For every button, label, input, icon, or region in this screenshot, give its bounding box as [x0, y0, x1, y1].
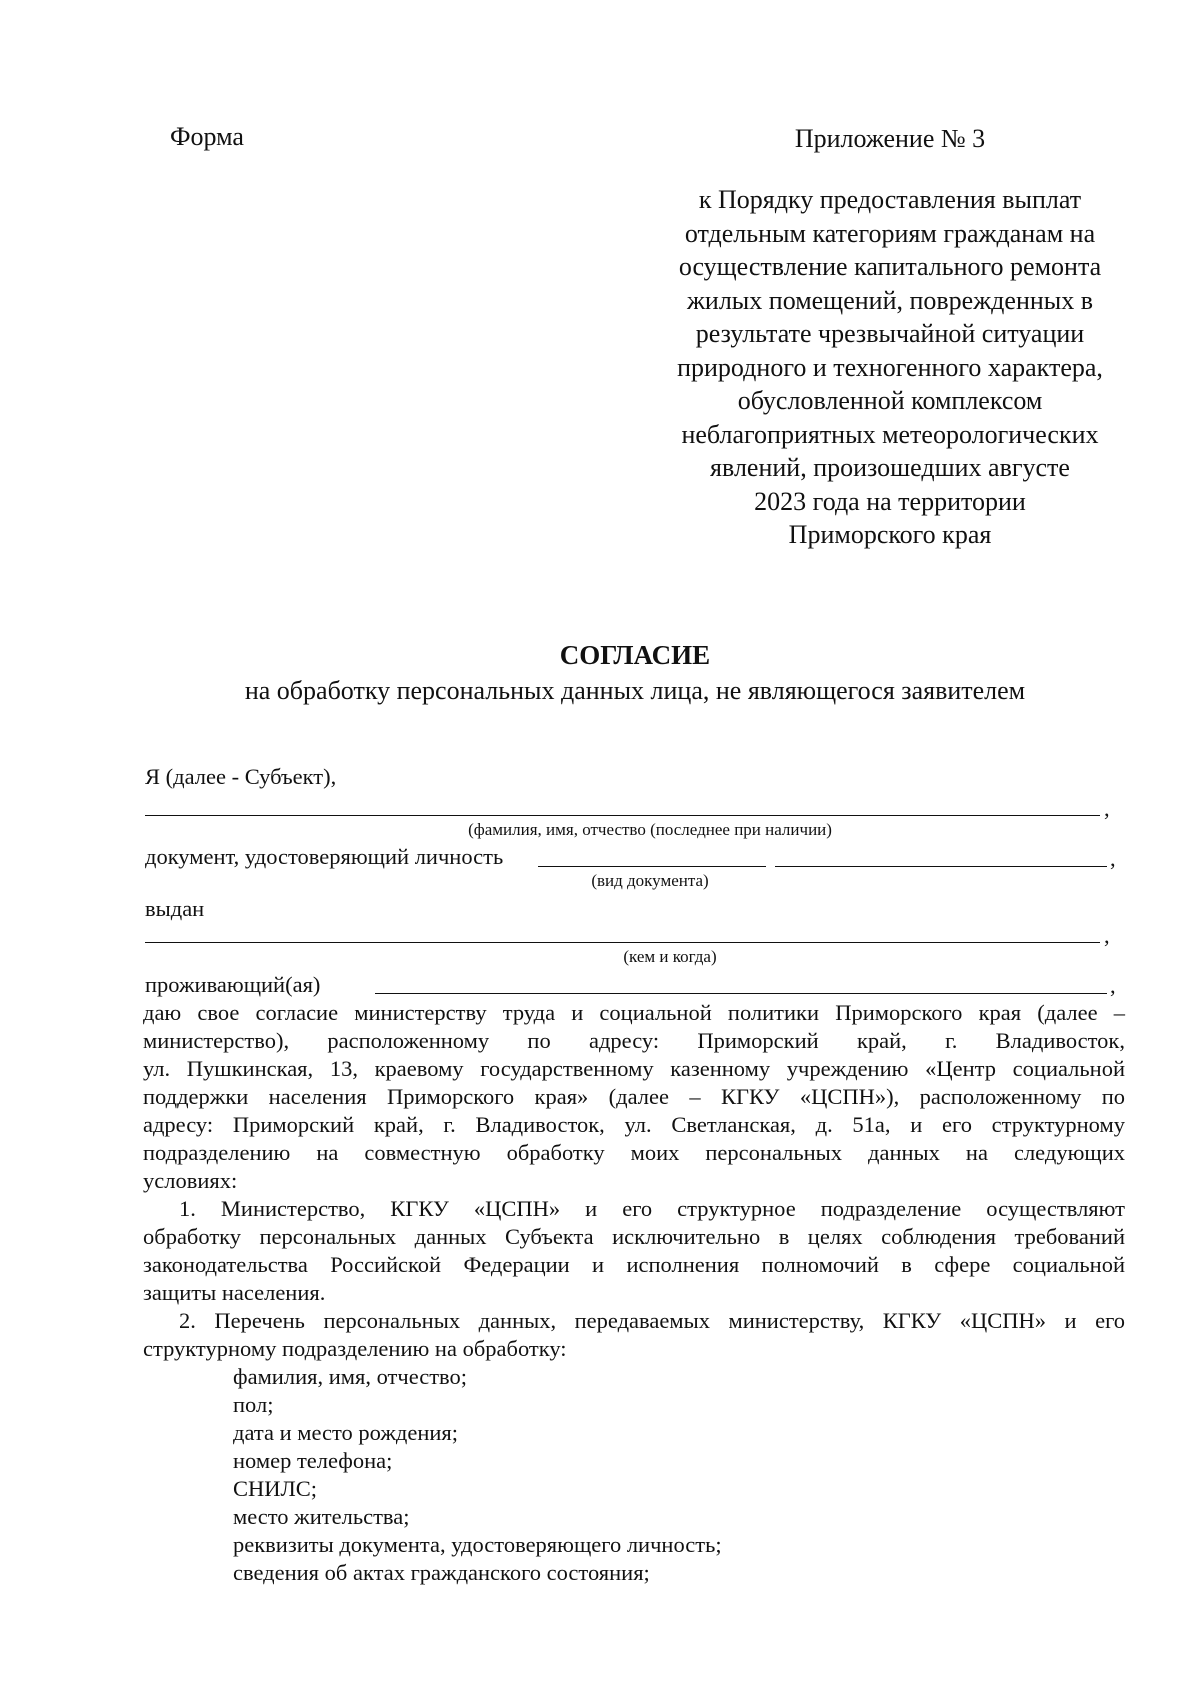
id-document-type-line[interactable]: [538, 866, 766, 867]
issued-field-comma: ,: [1104, 923, 1110, 948]
id-document-number-line[interactable]: [775, 866, 1107, 867]
appendix-label: Приложение № 3: [794, 124, 986, 153]
consent-line: ул. Пушкинская, 13, краевому государственному казенному учреждению «Центр социальной: [143, 1056, 1125, 1081]
issued-label: выдан: [145, 896, 205, 921]
list-item: сведения об актах гражданского состояния;: [233, 1560, 650, 1585]
appendix-line: жилых помещений, поврежденных в: [686, 285, 1094, 315]
form-label: Форма: [170, 122, 244, 151]
consent-line: поддержки населения Приморского края» (далее – КГКУ «ЦСПН»), расположенному по: [143, 1084, 1125, 1109]
clause-1-line: защиты населения.: [143, 1280, 326, 1305]
consent-line: подразделению на совместную обработку моих персональных данных на следующих: [143, 1140, 1125, 1165]
consent-line: даю свое согласие министерству труда и социальной политики Приморского края (далее –: [143, 1000, 1125, 1025]
clause-1-line: законодательства Российской Федерации и исполнения полномочий в сфере социальной: [143, 1252, 1125, 1277]
list-item: дата и место рождения;: [233, 1420, 459, 1445]
name-field-line[interactable]: [145, 815, 1100, 816]
clause-2-line: структурному подразделению на обработку:: [143, 1336, 567, 1361]
document-title: СОГЛАСИЕ: [559, 640, 711, 670]
list-item: номер телефона;: [233, 1448, 393, 1473]
appendix-line: Приморского края: [788, 520, 992, 549]
consent-line: министерство), расположенному по адресу: Приморский край, г. Владивосток,: [143, 1028, 1125, 1053]
clause-2: [143, 1307, 1125, 1363]
appendix-line: явлений, произошедших августе: [710, 453, 1070, 482]
appendix-line: неблагоприятных метеорологических: [681, 419, 1099, 449]
list-item: СНИЛС;: [233, 1476, 318, 1501]
name-field-comma: ,: [1104, 796, 1110, 821]
id-document-comma: ,: [1110, 846, 1116, 871]
document-subtitle: на обработку персональных данных лица, не являющегося заявителем: [244, 676, 1026, 705]
appendix-line: отдельным категориям гражданам на: [684, 218, 1096, 248]
appendix-line: осуществление капитального ремонта: [678, 252, 1102, 281]
list-item: реквизиты документа, удостоверяющего личность;: [233, 1532, 722, 1557]
appendix-line: природного и техногенного характера,: [677, 352, 1103, 382]
consent-line: адресу: Приморский край, г. Владивосток, ул. Светланская, д. 51а, и его структурному: [143, 1112, 1125, 1137]
list-item: фамилия, имя, отчество;: [233, 1364, 468, 1389]
clause-1-line: 1. Министерство, КГКУ «ЦСПН» и его структурное подразделение осуществляют: [179, 1196, 1125, 1221]
appendix-line: обусловленной комплексом: [737, 386, 1043, 415]
id-document-label: документ, удостоверяющий личность: [145, 844, 504, 869]
consent-paragraph: [143, 999, 1125, 1195]
issued-field-line[interactable]: [145, 942, 1100, 943]
clause-1-line: обработку персональных данных Субъекта исключительно в целях соблюдения требований: [143, 1224, 1125, 1249]
clause-2-line: 2. Перечень персональных данных, передаваемых министерству, КГКУ «ЦСПН» и его: [179, 1308, 1125, 1333]
appendix-line: результате чрезвычайной ситуации: [695, 319, 1085, 348]
appendix-line: 2023 года на территории: [754, 486, 1026, 516]
subject-intro: Я (далее - Субъект),: [145, 764, 337, 789]
residing-field-comma: ,: [1110, 973, 1116, 998]
residing-label: проживающий(ая): [145, 972, 321, 997]
appendix-text: [630, 183, 1150, 552]
clause-1: [143, 1195, 1125, 1307]
appendix-line: к Порядку предоставления выплат: [698, 185, 1082, 214]
id-document-caption: (вид документа): [591, 871, 709, 890]
personal-data-list: [233, 1363, 722, 1587]
consent-line: условиях:: [143, 1168, 238, 1193]
list-item: пол;: [233, 1392, 274, 1417]
name-field-caption: (фамилия, имя, отчество (последнее при наличии): [468, 820, 832, 839]
issued-field-caption: (кем и когда): [623, 947, 717, 966]
list-item: место жительства;: [233, 1504, 410, 1529]
residing-field-line[interactable]: [375, 993, 1107, 994]
